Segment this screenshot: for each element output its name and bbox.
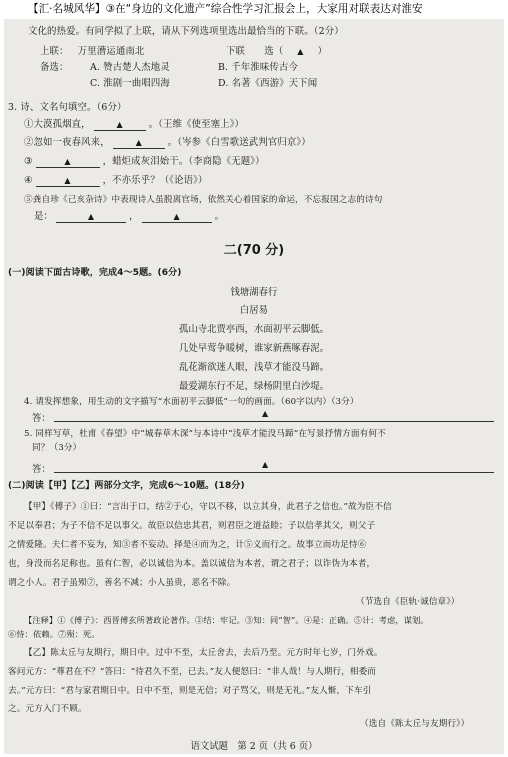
shanglian-text: 万里漕运通南北 [77,46,145,57]
blank-marker: ▲ [116,120,123,129]
q3-line-3-num: ③ [24,156,33,167]
q2-shanglian-row [40,46,144,58]
fill-blank [36,156,100,168]
q3-line-5b-label: 是： [34,211,54,222]
poem-title: 钱塘湖春行 [230,287,278,298]
answer-underline [54,421,494,422]
banner-text: 【汇·名城风华】③在“身边的文化遗产”综合性学习汇报会上，大家用对联表达对淮安 [28,3,423,15]
q3-title: 3. 诗、文名句填空。（6分） [8,102,127,113]
question-5-line-1: 5. 同样写草，杜甫《春望》中“城春草木深”与本诗中“浅草才能没马蹄”在写景抒情方面有何不 [24,429,386,439]
poem-line: 最爱湖东行不足，绿杨阴里白沙堤。 [178,381,329,392]
jia-text-line: 不足以奉君；为子不信不足以事父。故臣以信忠其君，则君臣之道益睦；子以信孝其父，则父子 [8,521,376,531]
options-label: 备选： [40,62,69,73]
poem-line: 孤山寺北贾亭西，水面初平云脚低。 [178,324,329,335]
fill-blank [56,211,126,223]
yi-text-line: 客问元方：“尊君在不？”答曰：“待君久不至，已去。”友人便怒曰：“非人哉！与人期行，相委而 [8,667,377,677]
answer-line-q5 [32,460,269,475]
option-a: A. 赞古楚人杰地灵 [90,62,170,73]
answer-line-q4 [32,409,269,424]
q3-line-5b [34,211,224,223]
answer-underline [54,472,494,473]
jia-text-line: 谓之小人。君子虽殒⑦，善名不减；小人虽贵，恶名不除。 [8,578,236,588]
q3-line-4 [24,175,207,187]
blank-marker: ▲ [87,212,95,221]
yi-text-line: 之。元方入门不顾。 [8,704,87,714]
shanglian-label: 上联： [40,46,69,57]
blank-marker: ▲ [64,157,71,166]
poem-line: 乱花渐欲迷人眼，浅草才能没马蹄。 [178,362,329,373]
jia-text-line: 之情爱隆。夫仁者不妄为，知③者不妄动。择是④而为之，计⑤义而行之。故事立而功足恃⑥ [8,540,367,550]
q2-continuation: 文化的热爱。有同学拟了上联，请从下列选项里选出最恰当的下联。（2分） [28,26,344,37]
annotation-line-1: 【注释】①《傅子》：西晋傅玄所著政论著作。②结：牢记。③知：同“智”。④是：正确。⑤计：考虑，谋划。 [24,615,429,625]
part1-header: (一)阅读下面古诗歌，完成4～5题。(6分) [8,268,182,278]
period: 。 [214,211,225,222]
yi-source: （选自《陈太丘与友期行》） [360,719,470,729]
jia-source: （节选自《臣轨·诚信章》） [356,597,460,607]
question-4: 4. 请发挥想象，用生动的文字描写“水面初平云脚低”一句的画面。（60字以内）（3分） [24,397,359,407]
q3-line-4-text: ，不亦乐乎？（《论语》） [102,175,208,186]
blank-marker: ▲ [135,138,142,147]
option-d: D. 名著《西游》天下闻 [218,78,318,89]
fill-blank [36,175,100,187]
xialian-select: 选（ [264,46,284,57]
part2-header: (二)阅读【甲】【乙】两部分文字，完成6～10题。(18分) [8,481,245,491]
paper-sheet [4,6,504,754]
xialian-close: ） [317,46,328,57]
q3-line-1 [24,119,244,131]
answer-marker: ▲ [262,460,269,469]
q3-line-3-text: ，蜡炬成灰泪始干。（李商隐《无题》） [102,156,265,167]
blank-marker: ▲ [64,176,71,185]
yi-text-line: 去。”元方曰：“君与家君期日中。日中不至，则是无信；对子骂父，则是无礼。”友人惭，下车引 [8,686,372,696]
q3-line-1-source: 。（王维《使至塞上》） [148,119,245,130]
q2-xialian-row [226,46,327,58]
q3-line-2-text: ②忽如一夜春风来， [24,137,110,148]
answer-marker: ▲ [262,409,269,418]
q3-line-5a: ⑤龚自珍《己亥杂诗》中表现诗人虽脱离官场，依然关心着国家的命运，不忘报国之志的诗句 [24,195,383,205]
comma: ， [129,211,139,222]
poem-author: 白居易 [239,305,269,316]
annotation-line-2: ⑥恃：依赖。⑦殒：死。 [8,629,100,639]
answer-label: 答： [32,464,51,475]
top-banner [0,0,508,19]
option-b: B. 千年淮味传古今 [218,62,298,73]
answer-blank-marker: ▲ [297,47,304,56]
fill-blank [113,137,165,149]
yi-text-line: 【乙】陈太丘与友期行，期日中。过中不至，太丘舍去，去后乃至。元方时年七岁，门外戏。 [24,648,383,658]
page-footer: 语文试题 第 2 页（共 6 页） [190,741,318,752]
q3-line-4-num: ④ [24,175,33,186]
option-c: C. 淮剧一曲唱四海 [90,78,170,89]
answer-label: 答： [32,413,51,424]
q3-line-1-text: ①大漠孤烟直， [24,119,91,130]
q3-line-2 [24,137,311,149]
q3-line-2-source: 。（岑参《白雪歌送武判官归京》） [167,137,311,148]
jia-text-line: 也，身没而名足称也。虽有仁智，必以诚信为本。盖以诚信为本者，谓之君子；以诈伪为本者， [8,559,376,569]
q3-line-3 [24,156,265,168]
blank-marker: ▲ [173,212,180,221]
question-5-line-2: 同？（3分） [32,443,82,453]
xialian-label: 下联 [226,46,246,57]
poem-line: 几处早莺争暖树，谁家新燕啄春泥。 [178,343,329,354]
fill-blank [142,211,212,223]
jia-text-line: 【甲】《傅子》①曰：“言出于口，结②于心，守以不移，以立其身，此君子之信也。”故为臣不信 [24,502,392,512]
fill-blank [94,119,146,131]
section-title: 二(70 分) [223,243,285,258]
